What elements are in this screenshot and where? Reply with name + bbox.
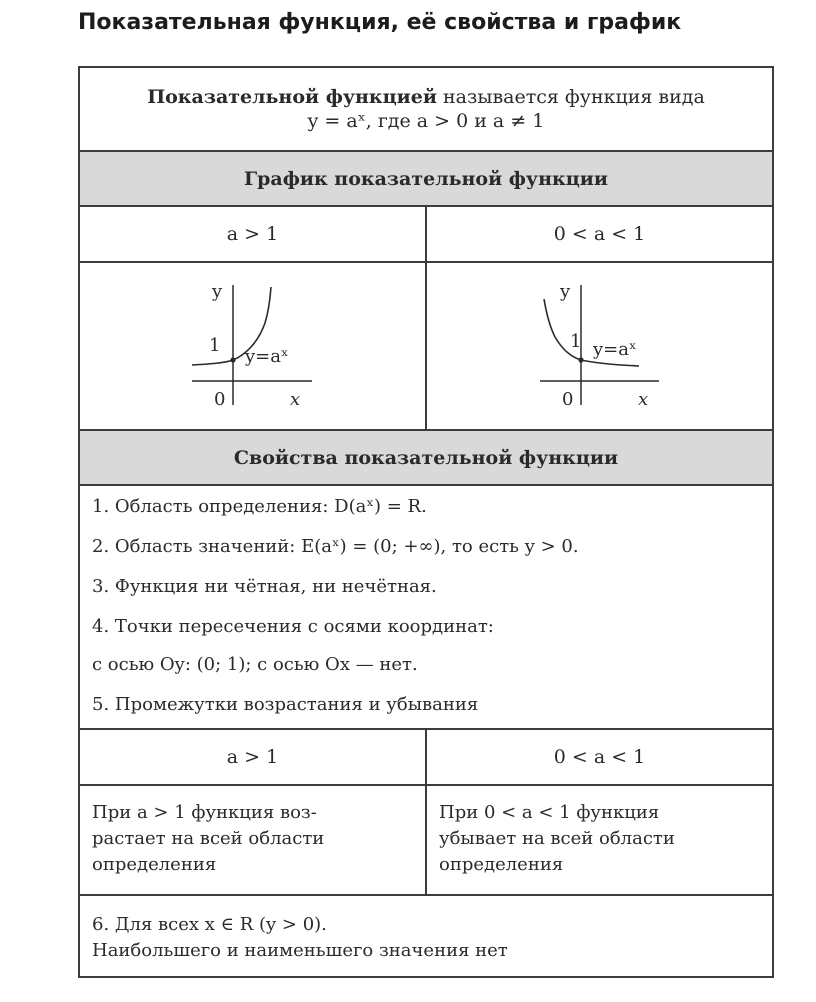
monotonic-description-row: [80, 786, 772, 896]
monotonic-condition-row: [80, 730, 772, 786]
point-0-1: [230, 357, 235, 362]
mono-cond-left-cell: [80, 730, 427, 784]
properties-list: [80, 486, 772, 730]
zero-label: 0: [562, 389, 574, 410]
one-label: 1: [209, 335, 221, 356]
properties-table: [78, 66, 774, 978]
mono-desc-right: [439, 800, 675, 878]
desc-line: растает на всей области: [92, 828, 325, 849]
plot-right-cell: [427, 263, 772, 429]
extremum-text: [92, 912, 508, 964]
zero-label: 0: [214, 389, 226, 410]
mono-cond-left: a > 1: [226, 746, 279, 768]
page-title: Показательная функция, её свойства и график: [78, 10, 682, 35]
graph-cond-left: a > 1: [226, 223, 279, 245]
item6-line: Наибольшего и наименьшего значения нет: [92, 940, 508, 961]
graph-header: График показательной функции: [244, 167, 608, 190]
desc-line: определения: [439, 854, 564, 875]
definition-text: называется функция вида: [436, 86, 705, 108]
desc-line: При a > 1 функция воз-: [92, 802, 317, 823]
mono-desc-left-cell: [80, 786, 427, 894]
x-label: x: [638, 389, 649, 410]
property-item: с осью Oy: (0; 1); с осью Ox — нет.: [92, 654, 418, 675]
item6-line: 6. Для всех x ∈ R (y > 0).: [92, 914, 327, 935]
curve-label: y=aˣ: [245, 346, 289, 367]
graph-cond-left-cell: [80, 207, 427, 261]
graph-header-row: [80, 152, 772, 207]
mono-desc-right-cell: [427, 786, 772, 894]
mono-cond-right: 0 < a < 1: [553, 746, 646, 768]
plot-decreasing: [427, 263, 772, 429]
property-item: 5. Промежутки возрастания и убывания: [92, 694, 479, 715]
curve-label: y=aˣ: [593, 339, 637, 360]
mono-desc-left: [92, 800, 324, 878]
property-item: 2. Область значений: E(aˣ) = (0; +∞), то есть y > 0.: [92, 536, 579, 557]
one-label: 1: [570, 331, 582, 352]
graph-condition-row: [80, 207, 772, 263]
desc-line: убывает на всей области: [439, 828, 675, 849]
y-label: y: [560, 281, 571, 302]
desc-line: определения: [92, 854, 217, 875]
desc-line: При 0 < a < 1 функция: [439, 802, 660, 823]
properties-header: Свойства показательной функции: [233, 446, 619, 469]
point-0-1: [578, 357, 583, 362]
y-label: y: [212, 281, 223, 302]
definition-row: [80, 68, 772, 152]
property-item: 3. Функция ни чётная, ни нечётная.: [92, 576, 437, 597]
definition-formula: y = aˣ, где a > 0 и a ≠ 1: [307, 110, 545, 132]
extremum-row: [80, 896, 772, 976]
property-item: 1. Область определения: D(aˣ) = R.: [92, 496, 427, 517]
plot-increasing: [80, 263, 425, 429]
graph-cond-right-cell: [427, 207, 772, 261]
property-item: 4. Точки пересечения с осями координат:: [92, 616, 494, 637]
x-label: x: [290, 389, 301, 410]
definition-term: Показательной функцией: [147, 86, 437, 108]
properties-header-row: [80, 431, 772, 486]
mono-cond-right-cell: [427, 730, 772, 784]
graph-plots-row: [80, 263, 772, 431]
plot-left-cell: [80, 263, 427, 429]
graph-cond-right: 0 < a < 1: [553, 223, 646, 245]
